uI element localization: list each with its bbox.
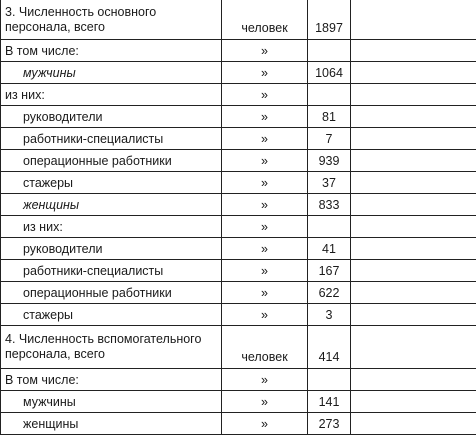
table-row (1, 172, 476, 194)
row-unit: человек (222, 0, 308, 40)
row-empty-cell (351, 128, 476, 150)
row-unit: » (222, 40, 308, 62)
row-unit: » (222, 260, 308, 282)
row-unit: » (222, 84, 308, 106)
table-row (1, 0, 476, 40)
row-unit: человек (222, 326, 308, 369)
table-row (1, 84, 476, 106)
row-empty-cell (351, 238, 476, 260)
row-value: 273 (308, 413, 351, 435)
row-label: стажеры (1, 304, 222, 326)
row-unit: » (222, 150, 308, 172)
row-label: руководители (1, 238, 222, 260)
row-unit: » (222, 282, 308, 304)
row-empty-cell (351, 391, 476, 413)
row-label: из них: (1, 84, 222, 106)
row-label: мужчины (1, 391, 222, 413)
table-row (1, 128, 476, 150)
row-unit: » (222, 128, 308, 150)
row-empty-cell (351, 172, 476, 194)
table-row (1, 40, 476, 62)
row-label: операционные работники (1, 282, 222, 304)
table-row (1, 304, 476, 326)
row-unit: » (222, 106, 308, 128)
row-empty-cell (351, 282, 476, 304)
row-value (308, 216, 351, 238)
table-row (1, 150, 476, 172)
row-value: 622 (308, 282, 351, 304)
row-label: из них: (1, 216, 222, 238)
row-value (308, 369, 351, 391)
row-value: 3 (308, 304, 351, 326)
row-value: 7 (308, 128, 351, 150)
row-empty-cell (351, 304, 476, 326)
row-unit: » (222, 216, 308, 238)
table-row (1, 216, 476, 238)
table-row (1, 194, 476, 216)
row-label: руководители (1, 106, 222, 128)
row-empty-cell (351, 413, 476, 435)
row-label: женщины (1, 194, 222, 216)
row-empty-cell (351, 326, 476, 369)
row-unit: » (222, 172, 308, 194)
table-row (1, 391, 476, 413)
row-unit: » (222, 413, 308, 435)
row-value: 939 (308, 150, 351, 172)
row-unit: » (222, 304, 308, 326)
row-label: женщины (1, 413, 222, 435)
row-label: 4. Численность вспомогательного персонала, всего (1, 326, 222, 369)
row-empty-cell (351, 84, 476, 106)
table-row (1, 238, 476, 260)
table-row (1, 260, 476, 282)
row-value: 833 (308, 194, 351, 216)
row-value: 81 (308, 106, 351, 128)
row-empty-cell (351, 216, 476, 238)
row-empty-cell (351, 150, 476, 172)
personnel-table-body (1, 0, 476, 435)
row-label: 3. Численность основного персонала, всего (1, 0, 222, 40)
row-empty-cell (351, 106, 476, 128)
row-empty-cell (351, 260, 476, 282)
row-value: 1897 (308, 0, 351, 40)
row-label: В том числе: (1, 369, 222, 391)
row-unit: » (222, 391, 308, 413)
row-value: 1064 (308, 62, 351, 84)
row-label: В том числе: (1, 40, 222, 62)
row-empty-cell (351, 62, 476, 84)
row-label: работники-специалисты (1, 128, 222, 150)
row-label: стажеры (1, 172, 222, 194)
row-empty-cell (351, 40, 476, 62)
row-value: 41 (308, 238, 351, 260)
row-value (308, 40, 351, 62)
row-label: мужчины (1, 62, 222, 84)
row-value (308, 84, 351, 106)
row-empty-cell (351, 369, 476, 391)
row-unit: » (222, 369, 308, 391)
row-unit: » (222, 194, 308, 216)
row-empty-cell (351, 0, 476, 40)
row-unit: » (222, 238, 308, 260)
row-unit: » (222, 62, 308, 84)
row-value: 141 (308, 391, 351, 413)
table-row (1, 62, 476, 84)
row-value: 167 (308, 260, 351, 282)
row-label: операционные работники (1, 150, 222, 172)
table-row (1, 369, 476, 391)
table-row (1, 413, 476, 435)
table-row (1, 106, 476, 128)
table-row (1, 282, 476, 304)
row-label: работники-специалисты (1, 260, 222, 282)
row-empty-cell (351, 194, 476, 216)
row-value: 414 (308, 326, 351, 369)
table-row (1, 326, 476, 369)
row-value: 37 (308, 172, 351, 194)
